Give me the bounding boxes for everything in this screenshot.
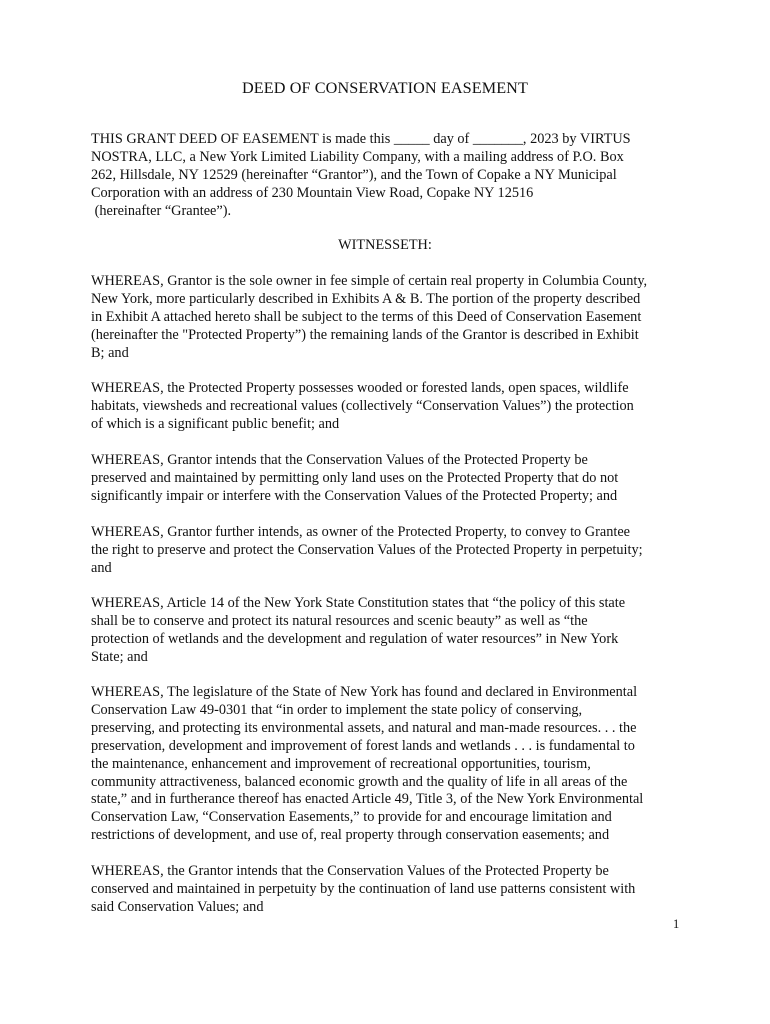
- page-number: 1: [673, 917, 680, 931]
- paragraph-line: Corporation with an address of 230 Mountain View Road, Copake NY 12516: [91, 184, 534, 201]
- paragraph-line: WHEREAS, Article 14 of the New York State Constitution states that “the policy of this state: [91, 595, 626, 611]
- whereas-paragraph-2: [91, 380, 691, 434]
- paragraph-line: WHEREAS, The legislature of the State of New York has found and declared in Environmental: [91, 684, 638, 700]
- whereas-paragraph-7: [91, 863, 691, 917]
- paragraph-line: in Exhibit A attached hereto shall be subject to the terms of this Deed of Conservation Easement: [91, 308, 642, 325]
- paragraph-line: (hereinafter “Grantee”).: [91, 202, 232, 219]
- paragraph-line: the right to preserve and protect the Conservation Values of the Protected Property in perpetuity;: [91, 541, 643, 558]
- paragraph-line: the maintenance, enhancement and improvement of recreational opportunities, tourism,: [91, 755, 591, 772]
- whereas-paragraph-1: [91, 273, 691, 363]
- paragraph-line: preserved and maintained by permitting only land uses on the Protected Property that do not: [91, 469, 619, 486]
- paragraph-line: preserving, and protecting its environmental assets, and natural and man-made resources. . . the: [91, 719, 637, 736]
- paragraph-line: restrictions of development, and use of, real property through conservation easements; and: [91, 827, 610, 844]
- preamble-paragraph: [91, 131, 691, 221]
- whereas-paragraph-6: [91, 684, 691, 845]
- witnesseth-heading: WITNESSETH:: [338, 237, 432, 253]
- paragraph-line: Conservation Law, “Conservation Easements,” to provide for and encourage limitation and: [91, 809, 612, 826]
- paragraph-line: B; and: [91, 344, 129, 361]
- paragraph-line: state,” and in furtherance thereof has enacted Article 49, Title 3, of the New York Environmental: [91, 791, 644, 808]
- paragraph-line: shall be to conserve and protect its natural resources and scenic beauty” as well as “the: [91, 612, 588, 629]
- paragraph-line: community attractiveness, balanced economic growth and the quality of life in all areas of the: [91, 773, 628, 790]
- paragraph-line: New York, more particularly described in Exhibits A & B. The portion of the property described: [91, 290, 641, 307]
- paragraph-line: WHEREAS, Grantor further intends, as owner of the Protected Property, to convey to Grantee: [91, 524, 631, 540]
- paragraph-line: 262, Hillsdale, NY 12529 (hereinafter “Grantor”), and the Town of Copake a NY Municipal: [91, 166, 617, 183]
- paragraph-line: preservation, development and improvement of forest lands and wetlands . . . is fundamental to: [91, 737, 635, 754]
- paragraph-line: habitats, viewsheds and recreational values (collectively “Conservation Values”) the protection: [91, 397, 634, 414]
- paragraph-line: said Conservation Values; and: [91, 898, 264, 915]
- paragraph-line: State; and: [91, 648, 148, 665]
- paragraph-line: WHEREAS, the Protected Property possesses wooded or forested lands, open spaces, wildlife: [91, 380, 629, 396]
- paragraph-line: WHEREAS, Grantor is the sole owner in fee simple of certain real property in Columbia County,: [91, 273, 648, 289]
- paragraph-line: conserved and maintained in perpetuity by the continuation of land use patterns consistent with: [91, 880, 636, 897]
- paragraph-line: Conservation Law 49-0301 that “in order to implement the state policy of conserving,: [91, 701, 583, 718]
- whereas-paragraph-3: [91, 452, 691, 506]
- paragraph-line: WHEREAS, Grantor intends that the Conservation Values of the Protected Property be: [91, 452, 588, 468]
- paragraph-line: protection of wetlands and the development and regulation of water resources” in New York: [91, 630, 619, 647]
- paragraph-line: and: [91, 559, 112, 576]
- whereas-paragraph-4: [91, 524, 691, 578]
- whereas-paragraph-5: [91, 595, 691, 667]
- document-title: DEED OF CONSERVATION EASEMENT: [242, 79, 528, 97]
- paragraph-line: of which is a significant public benefit; and: [91, 415, 340, 432]
- paragraph-line: significantly impair or interfere with the Conservation Values of the Protected Property; and: [91, 487, 618, 504]
- paragraph-line: WHEREAS, the Grantor intends that the Conservation Values of the Protected Property be: [91, 863, 609, 879]
- paragraph-line: (hereinafter the "Protected Property”) the remaining lands of the Grantor is described in Exhibit: [91, 326, 639, 343]
- paragraph-line: THIS GRANT DEED OF EASEMENT is made this _____ day of _______, 2023 by VIRTUS: [91, 131, 631, 147]
- paragraph-line: NOSTRA, LLC, a New York Limited Liability Company, with a mailing address of P.O. Box: [91, 148, 624, 165]
